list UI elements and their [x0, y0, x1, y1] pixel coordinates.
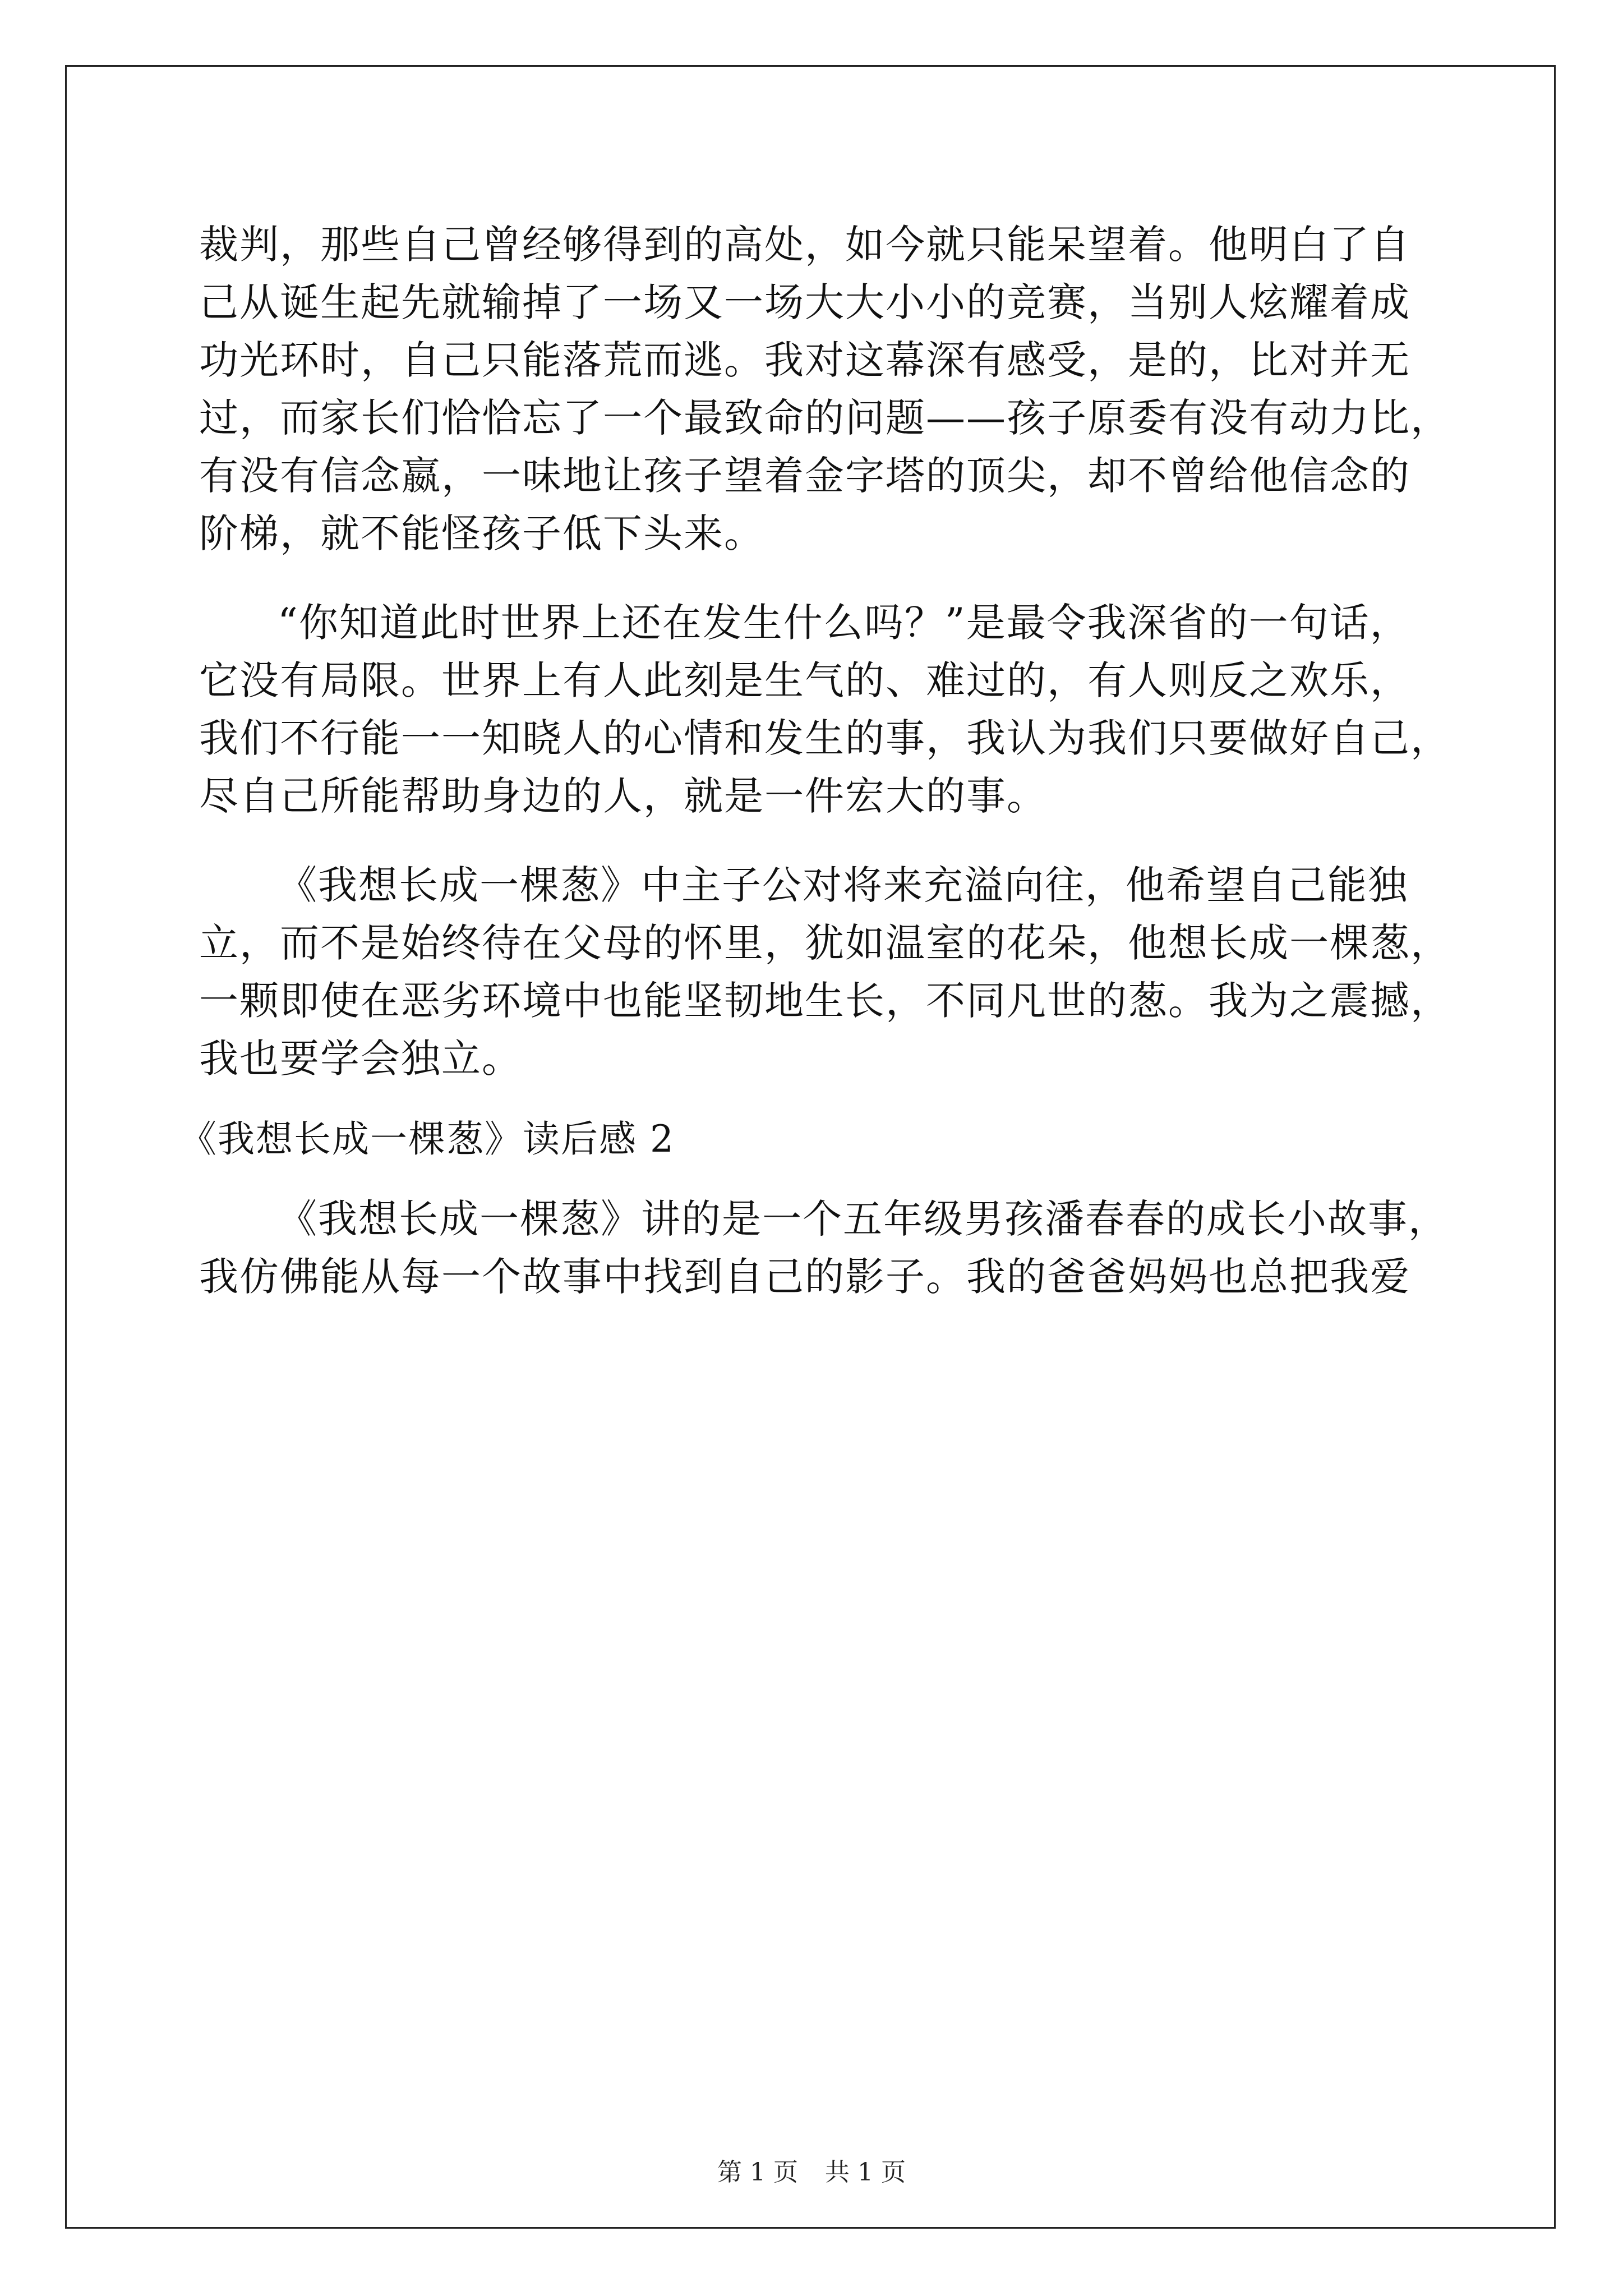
- text-line: 《我想长成一棵葱》讲的是一个五年级男孩潘春春的成长小故事，: [278, 1196, 1449, 1242]
- text-line: 《我想长成一棵葱》中主子公对将来充溢向往，他希望自己能独: [278, 862, 1408, 908]
- page-footer: [0, 2157, 1623, 2188]
- text-line: 过，而家长们恰恰忘了一个最致命的问题——孩子原委有没有动力比，: [199, 395, 1451, 441]
- text-line: 己从诞生起先就输掉了一场又一场大大小小的竞赛，当别人炫耀着成: [199, 279, 1410, 325]
- text-line: 一颗即使在恶劣环境中也能坚韧地生长，不同凡世的葱。我为之震撼，: [199, 978, 1451, 1024]
- page-total: 共 1 页: [825, 2158, 906, 2187]
- text-line: “你知道此时世界上还在发生什么吗？”是最令我深省的一句话，: [278, 600, 1410, 646]
- document-body: [179, 216, 1451, 1306]
- paragraph: [199, 857, 1451, 1088]
- page-number: 第 1 页: [717, 2158, 798, 2187]
- text-line: 它没有局限。世界上有人此刻是生气的、难过的，有人则反之欢乐，: [199, 657, 1410, 703]
- paragraph: [199, 594, 1451, 825]
- text-line: 功光环时，自己只能落荒而逃。我对这幕深有感受，是的，比对并无: [199, 337, 1410, 383]
- text-line: 立，而不是始终待在父母的怀里，犹如温室的花朵，他想长成一棵葱，: [199, 920, 1451, 966]
- text-line: 有没有信念嬴，一味地让孩子望着金字塔的顶尖，却不曾给他信念的: [199, 453, 1410, 499]
- text-line: 我仿佛能从每一个故事中找到自己的影子。我的爸爸妈妈也总把我爱: [199, 1254, 1410, 1300]
- text-line: 裁判，那些自己曾经够得到的高处，如今就只能呆望着。他明白了自: [199, 222, 1410, 268]
- text-line: 我们不行能一一知晓人的心情和发生的事，我认为我们只要做好自己，: [199, 715, 1451, 761]
- section-heading: 《我想长成一棵葱》读后感 2: [179, 1117, 675, 1161]
- text-line: 尽自己所能帮助身边的人，就是一件宏大的事。: [199, 773, 1047, 819]
- text-line: 阶梯，就不能怪孩子低下头来。: [199, 510, 764, 556]
- text-line: 我也要学会独立。: [199, 1036, 522, 1082]
- paragraph: [199, 216, 1451, 563]
- paragraph: [199, 1190, 1449, 1306]
